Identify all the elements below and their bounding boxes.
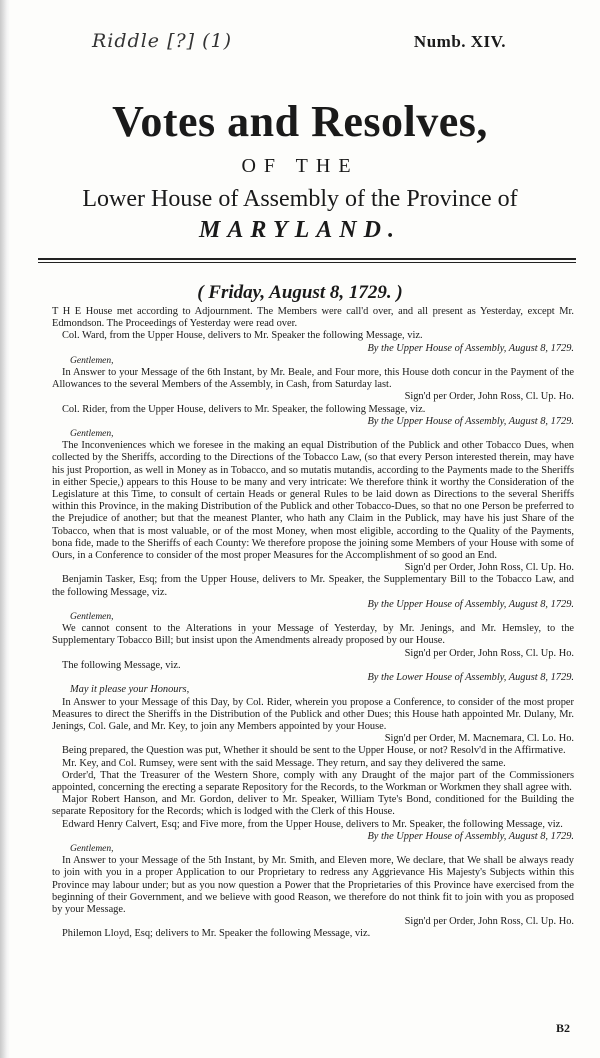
paragraph-calvert-message: Edward Henry Calvert, Esq; and Five more, from the Upper House, delivers to Mr. Speaker, the following Message, viz. [62,818,563,830]
title-rule-thin [38,262,576,263]
paragraph-ward-message: Col. Ward, from the Upper House, delivers to Mr. Speaker the following Message, viz. [62,330,423,342]
message-source: By the Lower House of Assembly, August 8, 1729. [367,672,574,684]
title-rule [38,258,576,260]
session-date: ( Friday, August 8, 1729. ) [197,282,403,303]
page-signature: B2 [555,1021,570,1035]
paragraph-question: Being prepared, the Question was put, Whether it should be sent to the Upper House, or not? Resolv'd in the Affirmative. [62,745,566,757]
paragraph-following-message: The following Message, viz. [62,659,181,671]
salutation: Gentlemen, [70,612,114,623]
paragraph-adjournment: T H E House met according to Adjournment. The Members were call'd over, and all present as Yesterday, except Mr. Edmondson. The Proceedings of Yesterday were read over. [52,306,574,330]
title-province: MARYLAND. [199,217,401,243]
paragraph-inconveniences: The Inconveniences which we foresee in the making an equal Distribution of the Publick and other Tobacco Dues, when collected by the Sheriffs, according to the Directions of the Tobacco Law, (so that every Person interested therein, may have his just Proportion, as well in Money as in Tobacco, and so mutatis mutandis, according to the Payments made to the Sheriffs in either Specie,) appears to this House to be many and very intricate: We therefore think it worthy the Consideration of the Legislature at this Time, to consult of certain Heads or general Rules to be laid down as Directions to the several Sheriffs within this Province, in the making Distribution of the Publick and other Tobacco-Dues, so that no one Person be preferred to the Prejudice of another; but that the meanest Planter, who hath any Claim in the Publick, may have his just Share of the Tobacco, when that is most valuable, or of the most Money, when most eligible, according to the Quality of the Payments, bona fide, made to the Sheriffs of each County: We therefore propose the joining some Members of your House with some of Ours, in a Conference to consider of the most proper Measures for the Accomplishment of so good an End. [52,440,574,562]
signature-line: Sign'd per Order, M. Macnemara, Cl. Lo. Ho. [384,733,574,745]
paragraph-proprietary: In Answer to your Message of the 5th Instant, by Mr. Smith, and Eleven more, We declare, that We shall be always ready to join with you in a proper Application to our Proprietary to redress any Aggrievance His Majesty's Subjects within this Province may labour under; but as you now question a Power that the Proprietaries of this Province have exercised from the beginning of their Government, and we believe with good Reason, we therefore do not think fit to join with you as proposed by your Message. [52,855,574,915]
issue-number: Numb. XIV. [413,32,506,51]
salutation: May it please your Honours, [70,684,190,696]
salutation: Gentlemen, [70,843,114,854]
handwritten-note: Riddle [?] (1) [92,30,233,52]
title-lower-house: Lower House of Assembly of the Province of [82,186,518,212]
paragraph-alterations: We cannot consent to the Alterations in your Message of Yesterday, by Mr. Jenings, and Mr. Hemsley, to the Supplementary Tobacco Bill; but insist upon the Amendments already proposed by our House. [52,623,574,647]
signature-line: Sign'd per Order, John Ross, Cl. Up. Ho. [404,391,574,403]
document-title: Votes and Resolves, [112,97,488,146]
title-of-the: OF THE [241,155,359,177]
signature-line: Sign'd per Order, John Ross, Cl. Up. Ho. [404,562,574,574]
paragraph-tasker-bill: Benjamin Tasker, Esq; from the Upper House, delivers to Mr. Speaker, the Supplementary Bill to the Tobacco Law, and the following Message, viz. [52,574,574,598]
paragraph-hanson-bond: Major Robert Hanson, and Mr. Gordon, deliver to Mr. Speaker, William Tyte's Bond, conditioned for the Building the separate Repository for the Records; which is lodged with the Clerk of this House. [52,794,574,818]
paragraph-lloyd-message: Philemon Lloyd, Esq; delivers to Mr. Speaker the following Message, viz. [62,928,371,940]
message-source: By the Upper House of Assembly, August 8, 1729. [367,598,574,610]
paragraph-treasurer-order: Order'd, That the Treasurer of the Western Shore, comply with any Draught of the major part of the Commissioners appointed, concerning the erecting a separate Repository for the Records, to the Workman or Workmen they shall agree with. [52,769,574,793]
salutation: Gentlemen, [70,355,114,366]
document-body [52,306,574,941]
paragraph-conference: In Answer to your Message of this Day, by Col. Rider, wherein you propose a Conference, to consider of the most proper Measures to direct the Sheriffs in the Distribution of the Publick and other Dues; this House hath appointed Mr. Dulany, Mr. Jenings, Col. Gale, and Mr. Key, to join any Members appointed by your House. [52,696,574,732]
paragraph-allowances: In Answer to your Message of the 6th Instant, by Mr. Beale, and Four more, this House doth concur in the Payment of the Allowances to the several Members of the Assembly, in Cash, from Saturday last. [52,367,574,391]
salutation: Gentlemen, [70,429,114,440]
message-source: By the Upper House of Assembly, August 8, 1729. [367,415,574,427]
signature-line: Sign'd per Order, John Ross, Cl. Up. Ho. [404,647,574,659]
signature-line: Sign'd per Order, John Ross, Cl. Up. Ho. [404,916,574,928]
paragraph-key-rumsey: Mr. Key, and Col. Rumsey, were sent with the said Message. They return, and say they delivered the same. [62,757,506,769]
paragraph-rider-message: Col. Rider, from the Upper House, delivers to Mr. Speaker, the following Message, viz. [62,403,426,415]
message-source: By the Upper House of Assembly, August 8, 1729. [367,342,574,354]
message-source: By the Upper House of Assembly, August 8, 1729. [367,830,574,842]
